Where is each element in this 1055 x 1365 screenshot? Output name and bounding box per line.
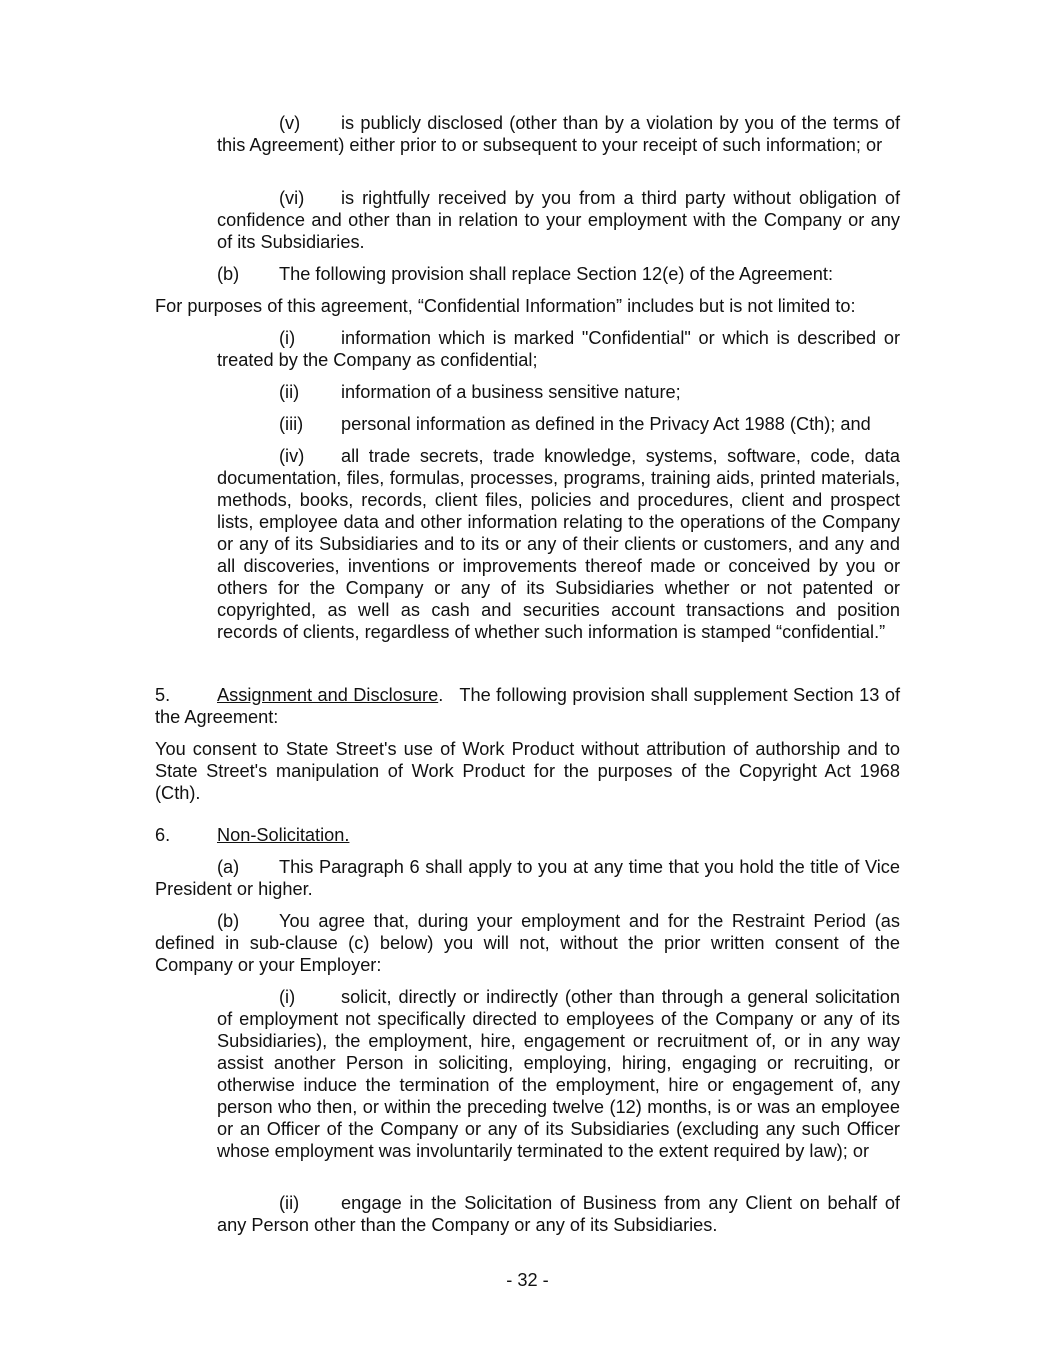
paragraph-number: (v) (279, 113, 301, 133)
confidential-intro: For purposes of this agreement, “Confidential Information” includes but is not limited to: (155, 296, 856, 316)
section-number: 5. (155, 685, 171, 705)
paragraph-text: personal information as defined in the Privacy Act 1988 (Cth); and (341, 414, 871, 434)
paragraph-number: (b) (217, 264, 240, 284)
paragraph-number: (ii) (279, 382, 300, 402)
section-5-body: You consent to State Street's use of Work Product without attribution of authorship and to State Street's manipulation of Work Product for the purposes of the Copyright Act 1968 (Cth). (155, 739, 900, 803)
section-heading: Assignment and Disclosure (217, 685, 439, 705)
paragraph-number: (ii) (279, 1193, 300, 1213)
section-6-b-i (217, 986, 900, 1162)
paragraph-vi (217, 187, 900, 253)
section-6-a (155, 856, 900, 900)
paragraph-b (217, 263, 900, 285)
paragraph-text: information of a business sensitive nature; (341, 382, 681, 402)
paragraph-text: solicit, directly or indirectly (other than through a general solicitation of employment not specifically directed to employees of the Company or any of its Subsidiaries), the employment, hire, engagement or recruitment of, or in any way assist another Person in soliciting, employing, hiring, engaging or recruiting, or otherwise induce the termination of the employment, hire or engagement of, any person who then, or within the preceding twelve (12) months, is or was an employee or an Officer of the Company or any of its Subsidiaries (excluding any such Officer whose employment was involuntarily terminated to the extent required by law); or (217, 987, 900, 1161)
confidential-item-iii (217, 413, 900, 435)
section-number: 6. (155, 825, 171, 845)
paragraph-number: (i) (279, 328, 296, 348)
paragraph-text: The following provision shall replace Section 12(e) of the Agreement: (279, 264, 834, 284)
paragraph-number: (iv) (279, 446, 305, 466)
section-6 (155, 824, 900, 846)
section-heading: Non-Solicitation. (217, 825, 350, 845)
section-text: The following provision shall supplement Section 13 of the Agreement: (155, 685, 901, 727)
paragraph-text: is rightfully received by you from a third party without obligation of confidence and other than in relation to your employment with the Company or any of its Subsidiaries. (217, 188, 900, 252)
section-6-b (155, 910, 900, 976)
paragraph-v (217, 112, 900, 156)
section-6-b-ii (217, 1192, 900, 1236)
confidential-item-iv (217, 445, 900, 643)
paragraph-text: This Paragraph 6 shall apply to you at any time that you hold the title of Vice President or higher. (155, 857, 900, 899)
paragraph-number: (iii) (279, 414, 304, 434)
paragraph-number: (vi) (279, 188, 305, 208)
confidential-item-ii (217, 381, 900, 403)
paragraph-text: is publicly disclosed (other than by a violation by you of the terms of this Agreement) either prior to or subsequent to your receipt of such information; or (217, 113, 900, 155)
paragraph-text: engage in the Solicitation of Business from any Client on behalf of any Person other than the Company or any of its Subsidiaries. (217, 1193, 900, 1235)
paragraph-number: (b) (217, 911, 240, 931)
page-number: - 32 - (506, 1270, 549, 1290)
paragraph-number: (i) (279, 987, 296, 1007)
paragraph-text: information which is marked "Confidential" or which is described or treated by the Company as confidential; (217, 328, 900, 370)
paragraph-number: (a) (217, 857, 240, 877)
paragraph-text: all trade secrets, trade knowledge, systems, software, code, data documentation, files, formulas, processes, programs, training aids, printed materials, methods, books, records, client files, policies and procedures, client and prospect lists, employee data and other information relating to the operations of the Company or any of its Subsidiaries and to its or any of their clients or customers, and any and all discoveries, inventions or improvements thereof made or conceived by you or others for the Company or any of its Subsidiaries whether or not patented or copyrighted, as well as cash and securities account transactions and position records of clients, regardless of whether such information is stamped “confidential.” (217, 446, 900, 642)
section-5: 5. Assignment and Disclosure. The following provision shall supplement Section 13 of the Agreement: (155, 685, 901, 727)
confidential-item-i (217, 327, 900, 371)
paragraph-text: You agree that, during your employment and for the Restraint Period (as defined in sub-clause (c) below) you will not, without the prior written consent of the Company or your Employer: (155, 911, 900, 975)
